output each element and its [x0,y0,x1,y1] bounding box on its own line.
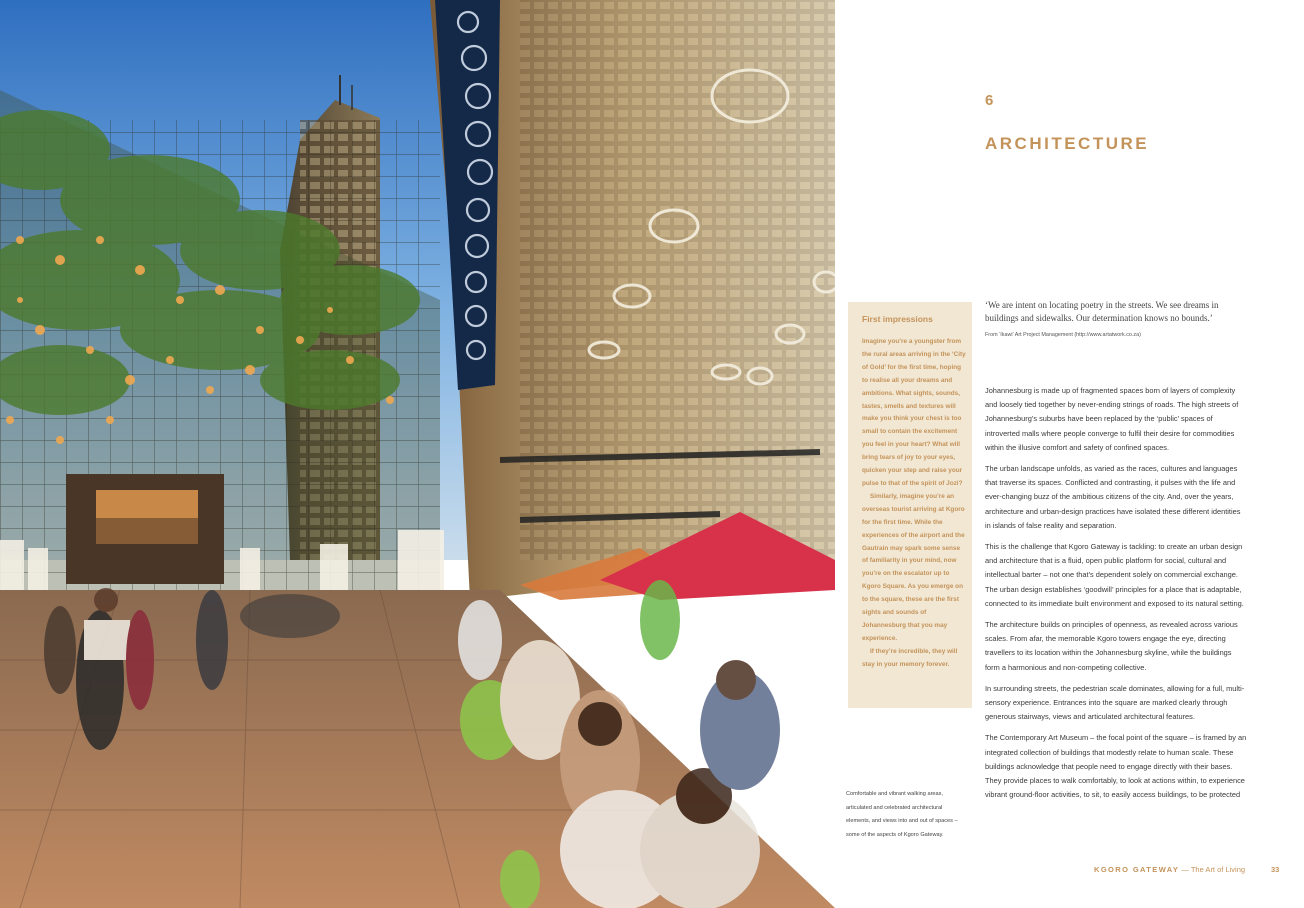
sidebar-paragraph: Imagine you’re a youngster from the rural areas arriving in the ‘City of Gold’ for the first time, hoping to realise all your dreams and ambitions. What sights, sounds, tastes, smells and textures will make you think your chest is too small to contain the excitement you feel in your heart? What will bring tears of joy to your eyes, quicken your step and raise your pulse to that of the spirit of Jozi? [862,338,966,487]
body-paragraph: The Contemporary Art Museum – the focal point of the square – is framed by an integrated collection of buildings that modestly relate to human scale. These buildings acknowledge that people need to engage directly with their bases. They provide places to walk comfortably, to look at actions within, to experience vibrant ground-floor activities, to sit, to easily access buildings, to be protected [985,733,1247,800]
footer-separator: — [1179,865,1191,874]
page-number: 33 [1271,865,1280,874]
body-paragraph: The architecture builds on principles of openness, as revealed across various scales. From afar, the memorable Kgoro towers engage the eye, directing travellers to its location within the Johannesburg skyline, while the buildings form a harmonious and non-competing collective. [985,620,1238,672]
chapter-title: ARCHITECTURE [985,134,1150,153]
footer-brand: KGORO GATEWAY [1094,865,1180,874]
page-footer [1094,865,1280,874]
sidebar-body [862,336,966,672]
pull-quote: ‘We are intent on locating poetry in the streets. We see dreams in buildings and sidewalks. Our determination knows no bounds.’ [985,300,1219,324]
body-paragraph: Johannesburg is made up of fragmented spaces born of layers of complexity and loosely tied together by never-ending strings of roads. The high streets of Johannesburg’s suburbs have been replaced by the ‘public’ spaces of introverted malls where people converge to fulfil their desire for commodities within the illusive comfort and safety of confined spaces. [985,386,1239,452]
sidebar-box [848,302,972,708]
chapter-number: 6 [985,92,995,109]
image-caption: Comfortable and vibrant walking areas, articulated and celebrated architectural elements, and views into and out of spaces – some of the aspects of Kgoro Gateway. [846,791,958,838]
quote-source: From ‘Ikawi’ Art Project Management (http://www.artatwork.co.za) [985,332,1141,338]
body-paragraph: The urban landscape unfolds, as varied as the races, cultures and languages that traverse its spaces. Conflicted and contrasting, it pulses with the life and ever-changing buzz of the ambitious citizens of the city. And, over the years, architecture and urban-design practices have isolated these different identities in islands of false reality and separation. [985,464,1241,530]
body-text [985,384,1247,809]
sidebar-paragraph: If they’re incredible, they will stay in your memory forever. [862,647,958,668]
sidebar-heading: First impressions [862,314,933,324]
body-paragraph: This is the challenge that Kgoro Gateway is tackling: to create an urban design and architecture that is a fluid, open public platform for social, cultural and intellectual barter – not one that’s dependent solely on commercial exchange. The urban design establishes ‘goodwill’ principles for a place that is adaptable, connected to its immediate built environment and exposed to its natural setting. [985,542,1244,608]
footer-tagline: The Art of Living [1190,865,1246,874]
sidebar-paragraph: Similarly, imagine you’re an overseas tourist arriving at Kgoro for the first time. While the experiences of the airport and the Gautrain may spark some sense of familiarity in your mind, now you’re on the escalator up to Kgoro Square. As you emerge on to the square, these are the first sights and sounds of Johannesburg that you may experience. [862,492,965,642]
body-paragraph: In surrounding streets, the pedestrian scale dominates, allowing for a full, multi-sensory experience. Entrances into the square are marked clearly through generous stairways, views and articulated architectural features. [985,683,1245,722]
